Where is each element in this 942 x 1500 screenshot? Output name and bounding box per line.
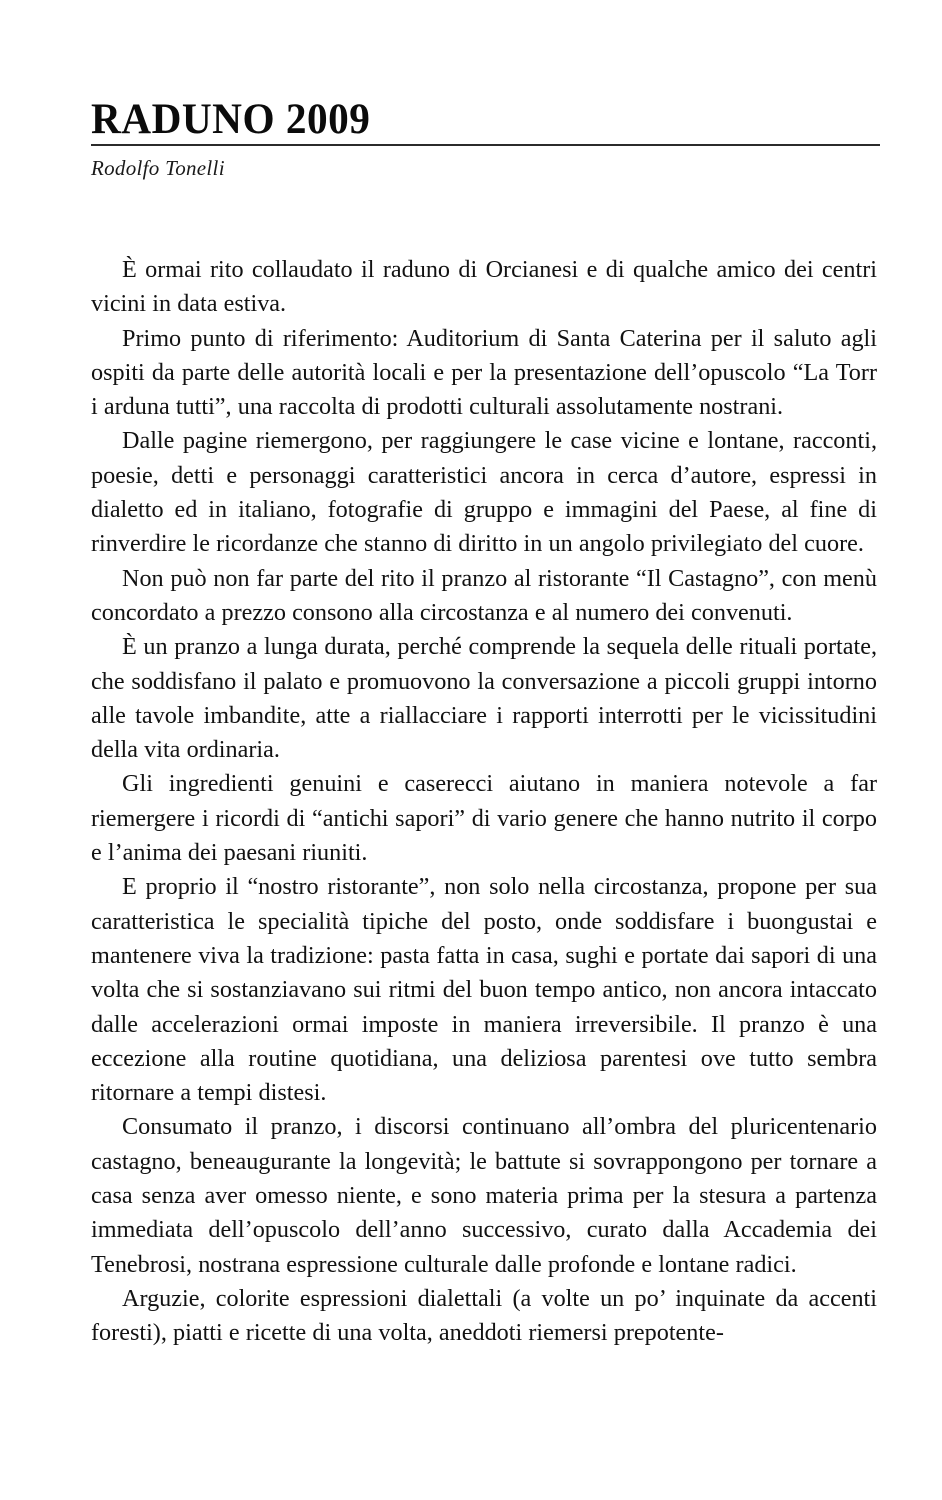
article-header — [91, 98, 880, 181]
page-title: RADUNO 2009 — [91, 96, 371, 143]
article-body — [91, 253, 877, 1351]
body-paragraph: Primo punto di riferimento: Auditorium di Santa Caterina per il saluto agli ospiti da parte delle autorità locali e per la presentazione dell’opuscolo “La Torr i arduna tutti”, una raccolta di prodotti culturali assolutamente nostrani. — [91, 324, 877, 421]
body-paragraph: È un pranzo a lunga durata, perché comprende la sequela delle rituali portate, che soddisfano il palato e promuovono la conversazione a piccoli gruppi intorno alle tavole imbandite, atte a riallacciare i rapporti interrotti per le vicissitudini della vita ordinaria. — [91, 633, 877, 764]
body-paragraph: È ormai rito collaudato il raduno di Orcianesi e di qualche amico dei centri vicini in data estiva. — [91, 256, 877, 318]
title-divider — [91, 144, 880, 146]
body-paragraph: Consumato il pranzo, i discorsi continuano all’ombra del pluricentenario castagno, beneaugurante la longevità; le battute si sovrappongono per tornare a casa senza aver omesso niente, e sono materia prima per la stesura a partenza immediata dell’opuscolo dell’anno successivo, curato dalla Accademia dei Tenebrosi, nostrana espressione culturale dalle profonde e lontane radici. — [91, 1113, 877, 1278]
body-paragraph: Non può non far parte del rito il pranzo al ristorante “Il Castagno”, con menù concordato a prezzo consono alla circostanza e al numero dei convenuti. — [91, 564, 877, 626]
body-paragraph: Arguzie, colorite espressioni dialettali (a volte un po’ inquinate da accenti foresti), piatti e ricette di una volta, aneddoti riemersi prepotente- — [91, 1284, 877, 1347]
author-byline: Rodolfo Tonelli — [91, 155, 225, 180]
body-paragraph: E proprio il “nostro ristorante”, non solo nella circostanza, propone per sua caratteristica le specialità tipiche del posto, onde soddisfare i buongustai e mantenere viva la tradizione: pasta fatta in casa, sughi e portate dai sapori di una volta che si sostanziavano sui ritmi del buon tempo antico, non ancora intaccato dalle accelerazioni ormai imposte in maniera irreversibile. Il pranzo è una eccezione alla routine quotidiana, una deliziosa parentesi ove tutto sembra ritornare a tempi distesi. — [91, 873, 877, 1107]
body-paragraph: Dalle pagine riemergono, per raggiungere le case vicine e lontane, racconti, poesie, detti e personaggi caratteristici ancora in cerca d’autore, espressi in dialetto ed in italiano, fotografie di gruppo e immagini del Paese, al fine di rinverdire le ricordanze che stanno di diritto in un angolo privilegiato del cuore. — [91, 427, 877, 558]
body-paragraph: Gli ingredienti genuini e caserecci aiutano in maniera notevole a far riemergere i ricordi di “antichi sapori” di vario genere che hanno nutrito il corpo e l’anima dei paesani riuniti. — [91, 770, 877, 867]
